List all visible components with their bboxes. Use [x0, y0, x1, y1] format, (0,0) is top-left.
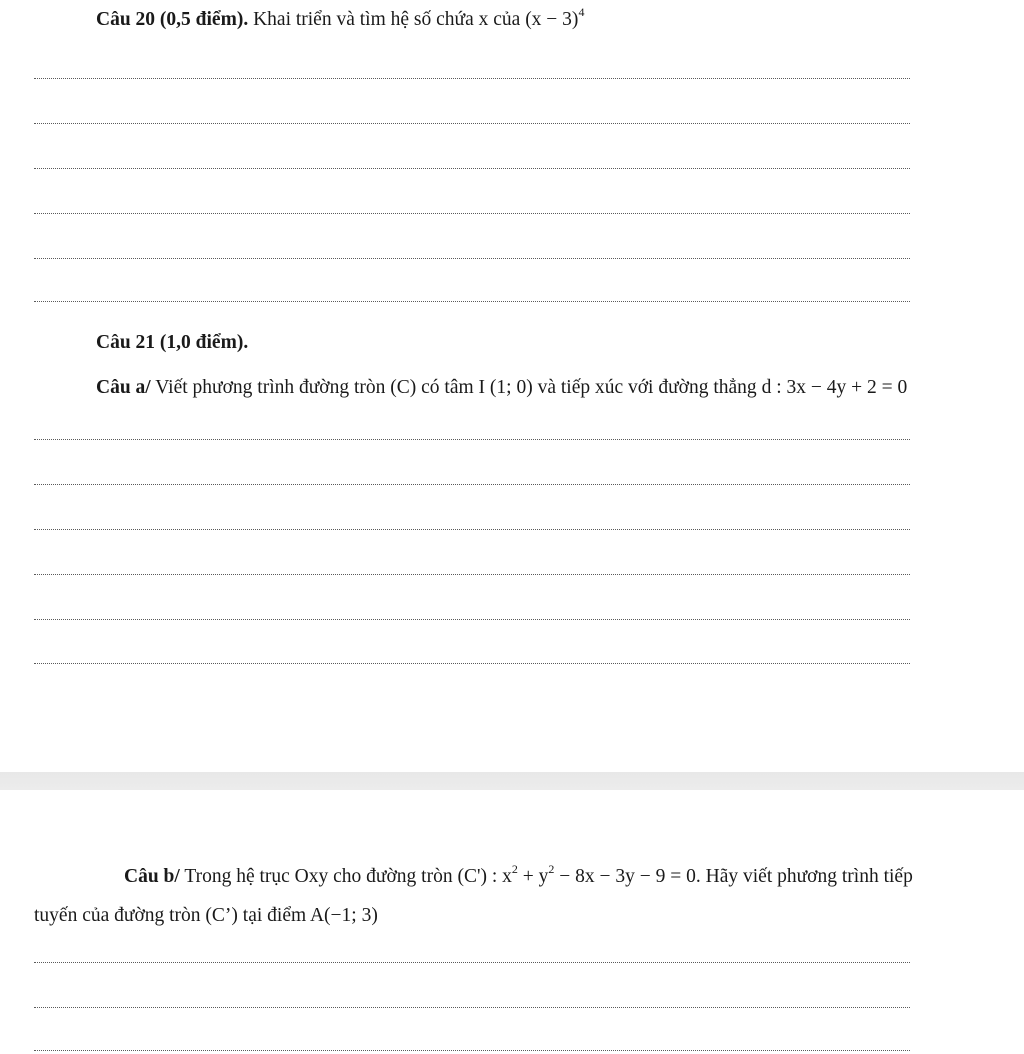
question-21b-line-2: [34, 904, 378, 928]
answer-line: [34, 663, 910, 664]
answer-line: [34, 258, 910, 259]
answer-line: [34, 1050, 910, 1051]
question-21b-label: Câu b/: [124, 866, 180, 887]
answer-line: [34, 123, 910, 124]
answer-line: [34, 529, 910, 530]
expr-part: + y: [517, 866, 549, 887]
question-21a-expression: d : 3x − 4y + 2 = 0: [761, 377, 908, 398]
question-20-expression: [525, 5, 585, 30]
answer-line: [34, 484, 910, 485]
answer-line: [34, 78, 910, 79]
question-20-label: Câu 20 (0,5 điểm).: [96, 9, 249, 30]
exponent: 2: [511, 862, 518, 876]
answer-line: [34, 439, 910, 440]
answer-line: [34, 574, 910, 575]
question-21a-label: Câu a/: [96, 377, 151, 398]
question-20-exponent: 4: [578, 5, 585, 19]
question-21a-text: Viết phương trình đường tròn (C) có tâm I (1; 0) và tiếp xúc với đường thẳng: [150, 377, 762, 398]
question-20-expression-base: (x − 3): [525, 9, 579, 30]
question-21b: [124, 862, 913, 889]
question-20-text: Khai triển và tìm hệ số chứa x của: [248, 9, 526, 30]
exponent: 2: [548, 862, 555, 876]
question-21b-point: A(−1; 3): [309, 905, 378, 926]
answer-line: [34, 301, 910, 302]
answer-line: [34, 619, 910, 620]
answer-line: [34, 962, 910, 963]
page-separator: [0, 772, 1024, 790]
worksheet-page-2: [0, 790, 1024, 1054]
expr-part: (C') : x: [457, 866, 512, 887]
question-21b-text-after: . Hãy viết phương trình tiếp: [695, 866, 913, 887]
question-21b-expression: [457, 862, 696, 887]
question-21b-text: Trong hệ trục Oxy cho đường tròn: [179, 866, 458, 887]
expr-part: − 8x − 3y − 9 = 0: [554, 866, 696, 887]
answer-line: [34, 168, 910, 169]
answer-line: [34, 1007, 910, 1008]
question-21a: [96, 376, 907, 400]
answer-line: [34, 213, 910, 214]
question-21-label: Câu 21 (1,0 điểm).: [96, 332, 249, 353]
question-20: [96, 5, 585, 32]
question-21b-line-2-text: tuyến của đường tròn (C’) tại điểm: [34, 905, 310, 926]
